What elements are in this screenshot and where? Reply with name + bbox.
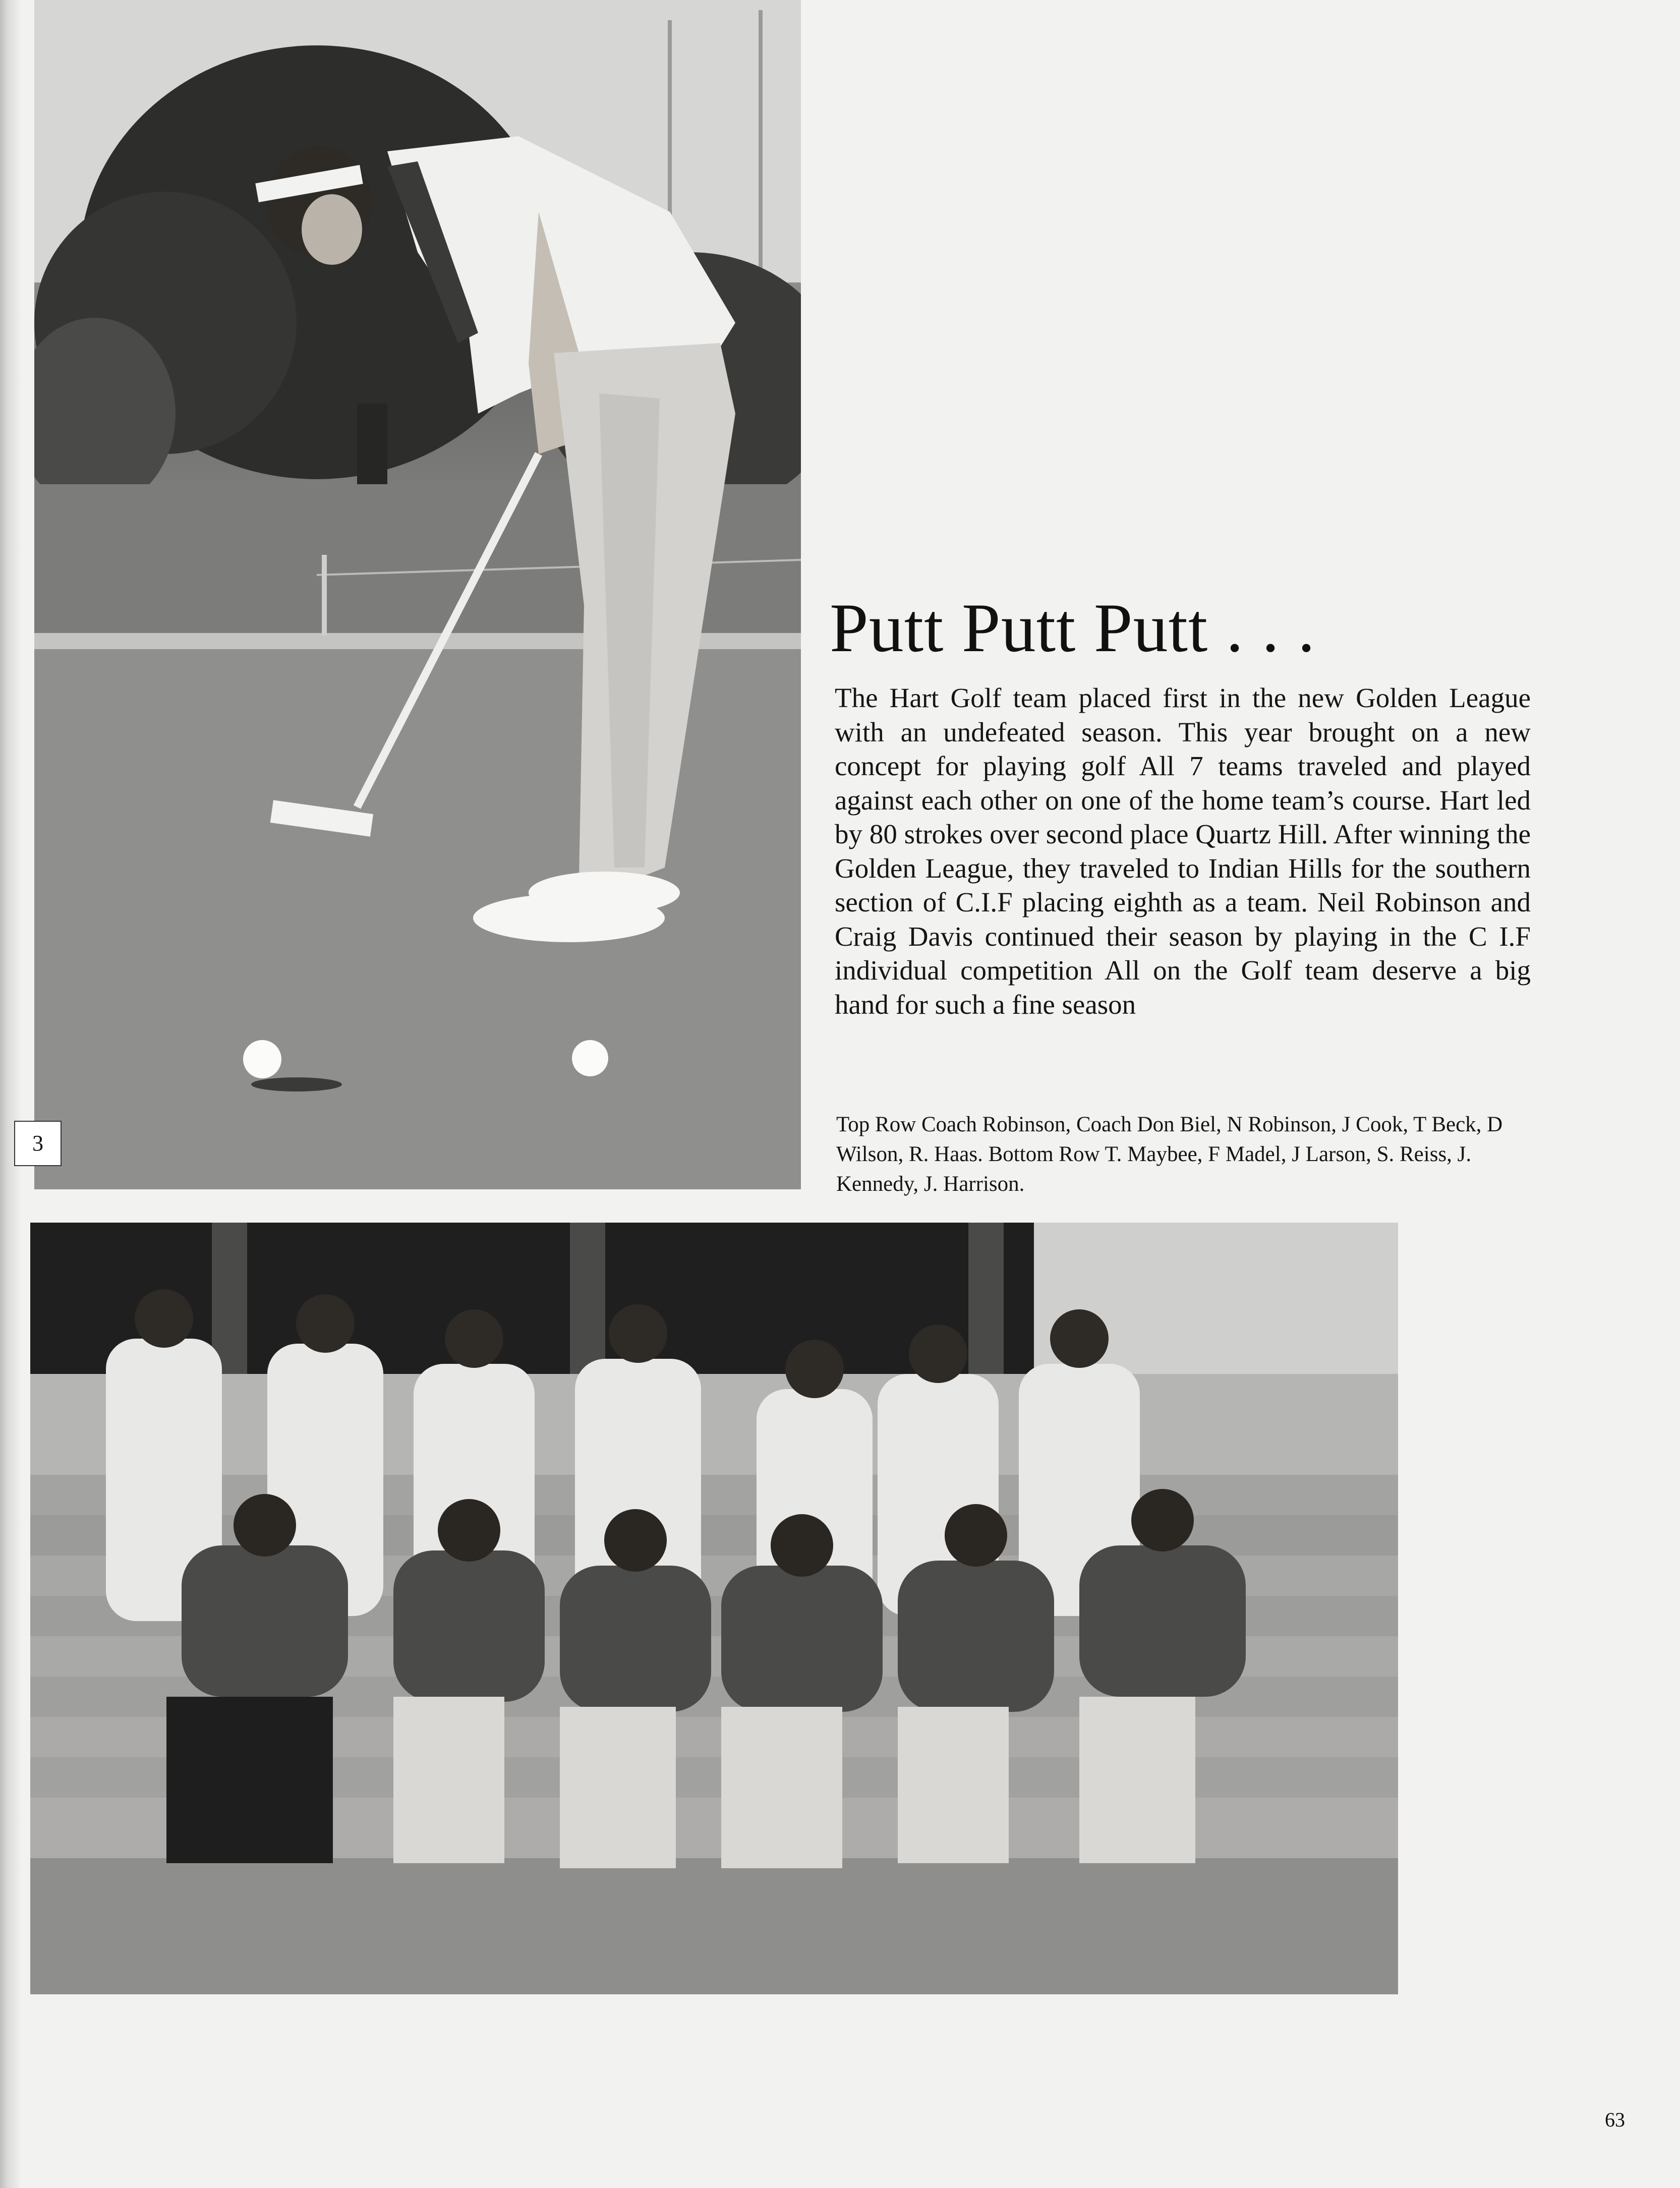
golf-team-illustration [30,1223,1398,1994]
photo-number-badge: 3 [14,1121,62,1166]
golf-team-group-photo [30,1223,1398,1994]
golfer-putting-illustration [34,0,801,1189]
page-number: 63 [1605,2108,1625,2131]
page-binding-edge [0,0,20,2188]
golfer-putting-photo [34,0,801,1189]
article-headline: Putt Putt Putt . . . [830,589,1316,666]
photo-caption: Top Row Coach Robinson, Coach Don Biel, N Robinson, J Cook, T Beck, D Wilson, R. Haas. Bottom Row T. Maybee, F Madel, J Larson, S. Reiss, J. Kennedy, J. Harrison. [836,1113,1503,1196]
article-body: The Hart Golf team placed first in the new Golden League with an undefeated season. This year brought on a new concept for playing golf All 7 teams traveled and played against each other on one of the home team’s course. Hart led by 80 strokes over second place Quartz Hill. After winning the Golden League, they traveled to Indian Hills for the southern section of C.I.F placing eighth as a team. Neil Robinson and Craig Davis continued their season by playing in the C I.F individual competition All on the Golf team deserve a big hand for such a fine season [835,682,1531,1020]
